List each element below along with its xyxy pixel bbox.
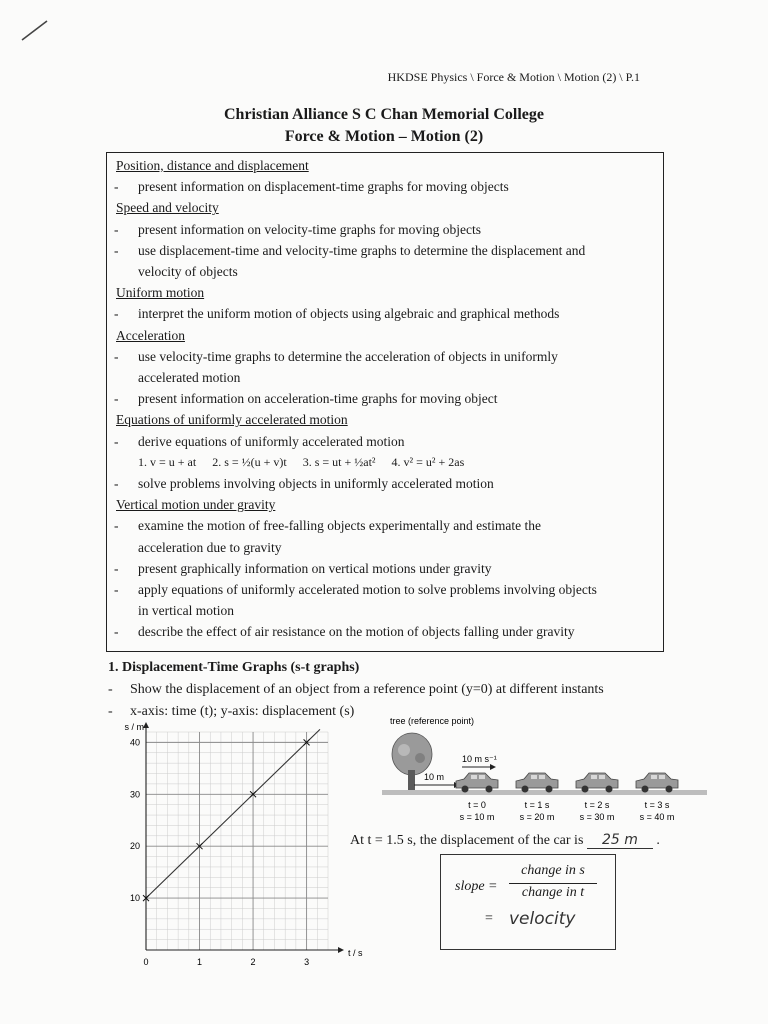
x-tick-label: 2 — [250, 957, 256, 967]
syllabus-heading: Acceleration — [116, 327, 185, 343]
school-title: Christian Alliance S C Chan Memorial College — [224, 106, 544, 123]
graph-grid-major — [146, 732, 328, 950]
slope-denominator: change in t — [521, 885, 585, 900]
syllabus-item-text: use velocity-time graphs to determine the acceleration of objects in uniformly — [138, 348, 558, 364]
handwritten-slope-answer: velocity — [509, 909, 576, 929]
syllabus-item-text: solve problems involving objects in uniformly accelerated motion — [138, 476, 494, 491]
y-tick-label: 40 — [129, 737, 140, 748]
syllabus-item-text: interpret the uniform motion of objects using algebraic and graphical methods — [138, 306, 560, 322]
syllabus-item-text: apply equations of uniformly accelerated motion to solve problems involving objects — [138, 582, 597, 597]
y-tick-label: 10 — [129, 893, 140, 904]
x-tick-label: 0 — [143, 957, 149, 967]
bullet-dash: - — [114, 179, 119, 195]
distance-label: 10 m — [424, 772, 445, 782]
syllabus-item-text: present information on velocity-time graphs for moving objects — [138, 221, 482, 237]
car-time-label: t = 3 s — [644, 800, 670, 810]
distance-arrow-icon — [414, 782, 460, 788]
bullet-dash: - — [114, 306, 119, 322]
slope-numerator: change in s — [521, 863, 585, 878]
car-displacement-label: s = 20 m — [519, 812, 555, 822]
syllabus-item-text: present information on acceleration-time graphs for moving object — [138, 391, 498, 407]
car-time-label: t = 1 s — [524, 800, 550, 810]
page-header-reference: HKDSE Physics \ Force & Motion \ Motion (2) \ P.1 — [387, 70, 640, 84]
syllabus-item-text: examine the motion of free-falling objects experimentally and estimate the — [138, 518, 541, 534]
car-icon — [516, 773, 558, 793]
syllabus-heading: Vertical motion under gravity — [116, 497, 276, 513]
bullet-dash: - — [108, 704, 113, 719]
bullet-text: Show the displacement of an object from a reference point (y=0) at different instants — [130, 682, 604, 697]
question-suffix: . — [656, 833, 660, 848]
bullet-dash: - — [114, 242, 119, 258]
x-axis-label: t / s — [348, 948, 363, 958]
bullet-dash: - — [114, 476, 119, 491]
equation: 3. s = ut + ½at² — [302, 454, 376, 469]
handwritten-answer: 25 m — [587, 832, 653, 849]
syllabus-heading: Equations of uniformly accelerated motion — [116, 412, 348, 428]
x-axis-arrow-icon — [338, 947, 344, 953]
equation: 2. s = ½(u + v)t — [212, 454, 287, 469]
equation: 1. v = u + at — [138, 454, 197, 469]
slope-lhs: slope = — [455, 879, 498, 894]
y-tick-label: 30 — [129, 789, 140, 800]
syllabus-heading: Position, distance and displacement — [116, 158, 309, 173]
car-displacement-label: s = 10 m — [459, 812, 495, 822]
topic-title: Force & Motion – Motion (2) — [284, 128, 484, 145]
speed-label: 10 m s⁻¹ — [462, 754, 497, 764]
bullet-dash: - — [114, 582, 119, 597]
bullet-dash: - — [108, 682, 113, 697]
car-displacement-label: s = 30 m — [579, 812, 615, 822]
car-icon — [636, 773, 678, 793]
x-tick-label: 3 — [304, 957, 310, 967]
displacement-question — [350, 832, 660, 849]
syllabus-item-text: use displacement-time and velocity-time graphs to determine the displacement and — [138, 242, 586, 258]
syllabus-item-text: acceleration due to gravity — [138, 539, 282, 555]
bullet-dash: - — [114, 560, 119, 576]
bullet-dash: - — [114, 433, 119, 449]
section-1-title: 1. Displacement-Time Graphs (s-t graphs) — [108, 660, 360, 675]
bullet-dash: - — [114, 518, 119, 534]
graph-labels — [125, 722, 364, 967]
car-sequence — [456, 773, 678, 822]
y-tick-label: 20 — [129, 841, 140, 852]
equations — [138, 455, 480, 470]
car-displacement-label: s = 40 m — [639, 812, 675, 822]
syllabus-item-text: velocity of objects — [138, 264, 238, 279]
syllabus-item-text: accelerated motion — [138, 370, 241, 385]
tree-label: tree (reference point) — [390, 716, 475, 726]
syllabus-item-text: in vertical motion — [138, 603, 234, 619]
car-time-label: t = 0 — [468, 800, 486, 810]
graph-axes — [143, 722, 344, 953]
syllabus-heading: Speed and velocity — [116, 200, 219, 216]
car-icon — [456, 773, 498, 793]
tree-icon — [392, 733, 432, 792]
speed-arrow-icon — [462, 764, 496, 770]
car-scene — [380, 712, 710, 827]
syllabus-item-text: present graphically information on vertical motions under gravity — [138, 560, 492, 576]
bullet-text: x-axis: time (t); y-axis: displacement (s) — [130, 704, 355, 719]
x-tick-label: 1 — [197, 957, 203, 967]
slope-equals: = — [485, 911, 493, 926]
syllabus-heading: Uniform motion — [116, 285, 205, 301]
equation: 4. v² = u² + 2as — [391, 454, 465, 469]
graph-grid-minor — [146, 732, 328, 950]
syllabus-item-text: derive equations of uniformly accelerated motion — [138, 433, 405, 449]
bullet-dash: - — [114, 348, 119, 364]
road — [382, 790, 707, 795]
displacement-time-graph — [110, 722, 363, 982]
pencil-mark — [20, 18, 50, 42]
car-icon — [576, 773, 618, 793]
car-time-label: t = 2 s — [584, 800, 610, 810]
syllabus-item-text: present information on displacement-time graphs for moving objects — [138, 179, 509, 195]
bullet-dash: - — [114, 391, 119, 407]
y-axis-label: s / m — [124, 722, 144, 732]
bullet-dash: - — [114, 221, 119, 237]
slope-box — [440, 854, 616, 950]
series-line — [146, 729, 320, 898]
bullet-dash: - — [114, 624, 119, 640]
question-prefix: At t = 1.5 s, the displacement of the car is — [350, 833, 584, 848]
fraction-bar — [509, 883, 597, 884]
syllabus-item-text: describe the effect of air resistance on the motion of objects falling under gravity — [138, 624, 575, 640]
